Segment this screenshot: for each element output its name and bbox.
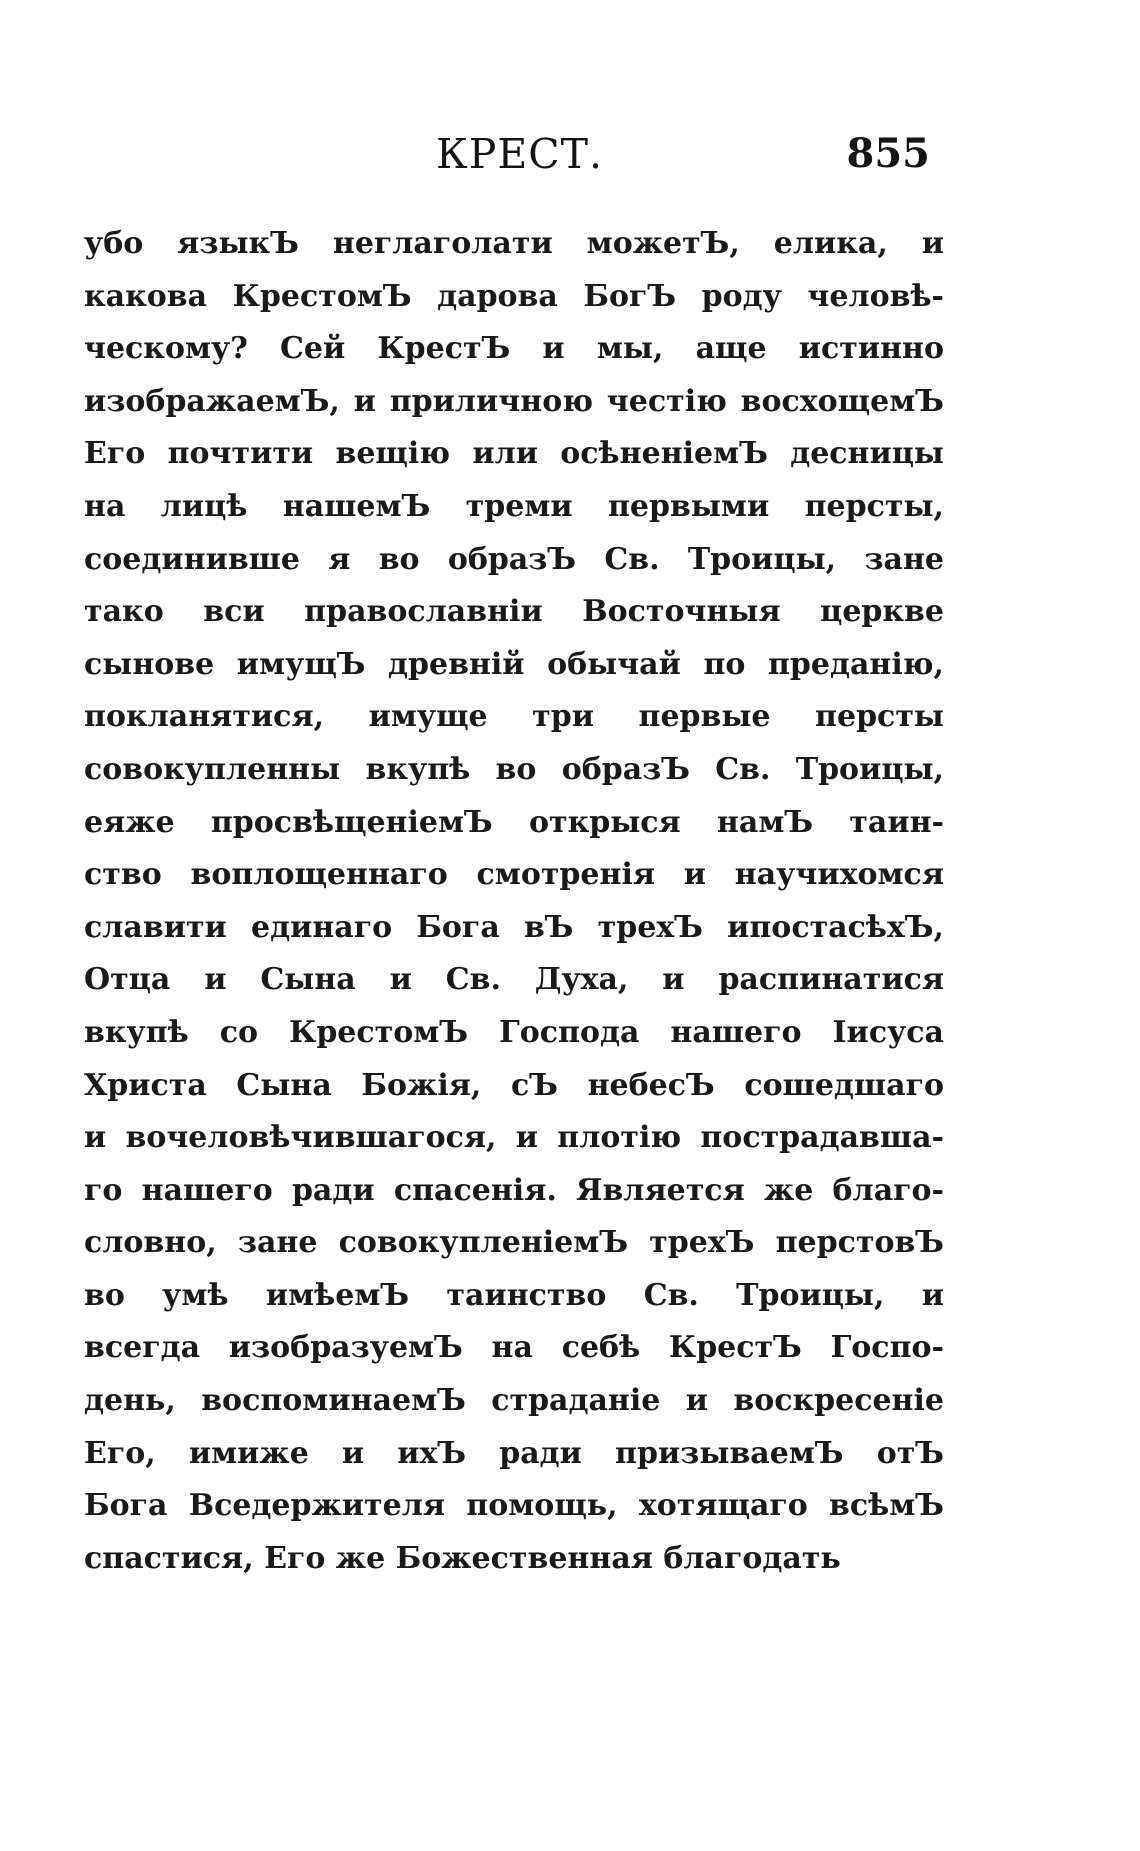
- text-line: еяже просвѣщеніемЪ открыся намЪ таин-: [84, 804, 944, 840]
- text-line: Бога Вседержителя помощь, хотящаго всѣмЪ: [84, 1488, 944, 1524]
- text-line: тако вси православніи Восточныя церкве: [84, 594, 944, 630]
- text-line: спастися, Его же Божественная благодать: [84, 1540, 841, 1576]
- running-head: КРЕСТ.: [436, 130, 603, 178]
- text-line: го нашего ради спасенія. Является же благо-: [84, 1172, 944, 1208]
- text-line: совокупленны вкупѣ во образЪ Св. Троицы,: [84, 751, 944, 787]
- text-line: всегда изобразуемЪ на себѣ КрестЪ Госпо-: [84, 1330, 944, 1366]
- text-line: вкупѣ со КрестомЪ Господа нашего Іисуса: [84, 1014, 944, 1050]
- text-line: Его почтити вещію или осѣненіемЪ десницы: [84, 436, 944, 472]
- text-line: какова КрестомЪ дарова БогЪ роду человѣ-: [84, 278, 944, 314]
- body-text: [84, 218, 944, 1585]
- text-line: покланятися, имуще три первые персты: [84, 699, 944, 735]
- text-line: ческому? Сей КрестЪ и мы, аще истинно: [84, 331, 944, 367]
- text-line: словно, зане совокупленіемЪ трехЪ перстовЪ: [84, 1225, 944, 1261]
- text-line: убо языкЪ неглаголати можетЪ, елика, и: [84, 226, 944, 261]
- text-line: Христа Сына Божія, сЪ небесЪ сошедшаго: [84, 1067, 944, 1103]
- text-line: соединивше я во образЪ Св. Троицы, зане: [84, 541, 944, 577]
- text-line: Отца и Сына и Св. Духа, и распинатися: [84, 962, 944, 998]
- page-number: 855: [846, 130, 930, 177]
- text-line: день, воспоминаемЪ страданіе и воскресеніе: [84, 1383, 944, 1419]
- text-line: сынове имущЪ древній обычай по преданію,: [84, 646, 944, 682]
- page-header: [84, 126, 944, 182]
- text-line: и вочеловѣчившагося, и плотію пострадавша-: [84, 1120, 944, 1156]
- text-line: во умѣ имѣемЪ таинство Св. Троицы, и: [84, 1277, 944, 1313]
- text-line: ство воплощеннаго смотренія и научихомся: [84, 857, 944, 893]
- text-line: славити единаго Бога вЪ трехЪ ипостасѣхЪ,: [84, 909, 944, 945]
- text-line: на лицѣ нашемЪ треми первыми персты,: [84, 488, 944, 524]
- text-line: Его, имиже и ихЪ ради призываемЪ отЪ: [84, 1435, 944, 1471]
- text-line: изображаемЪ, и приличною честію восхощемЪ: [84, 383, 944, 419]
